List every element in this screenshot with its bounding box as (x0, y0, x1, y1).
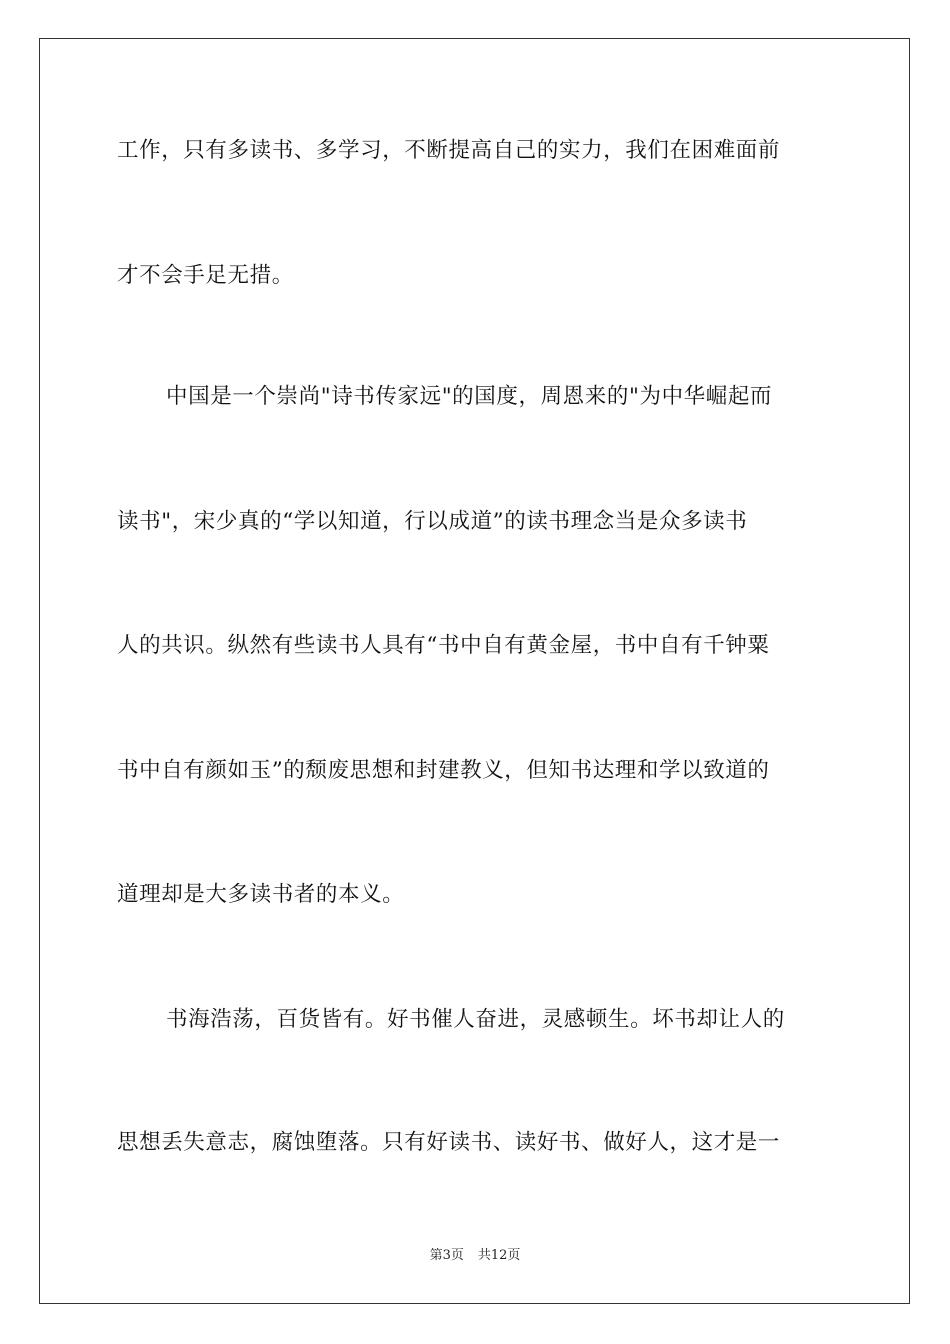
page-footer (0, 1247, 950, 1265)
paragraph-first-line: 中国是一个崇尚"诗书传家远"的国度，周恩来的"为中华崛起而 (166, 384, 773, 409)
total-pages: 共12页 (477, 1248, 521, 1263)
body-text-line: 人的共识。纵然有些读书人具有“书中自有黄金屋，书中自有千钟粟 (117, 633, 770, 658)
page-number: 第3页 (429, 1248, 464, 1263)
paragraph-first-line: 书海浩荡，百货皆有。好书催人奋进，灵感顿生。坏书却让人的 (166, 1007, 785, 1032)
body-text-line: 才不会手足无措。 (117, 263, 294, 288)
page-border (39, 38, 910, 1304)
body-text-line: 思想丢失意志，腐蚀堕落。只有好读书、读好书、做好人，这才是一 (117, 1130, 781, 1155)
body-text-line: 工作，只有多读书、多学习，不断提高自己的实力，我们在困难面前 (117, 138, 781, 163)
body-text-line: 读书"，宋少真的“学以知道，行以成道”的读书理念当是众多读书 (117, 509, 748, 534)
body-text-line: 道理却是大多读书者的本义。 (117, 882, 405, 907)
body-text-line: 书中自有颜如玉”的颓废思想和封建教义，但知书达理和学以致道的 (117, 758, 770, 783)
